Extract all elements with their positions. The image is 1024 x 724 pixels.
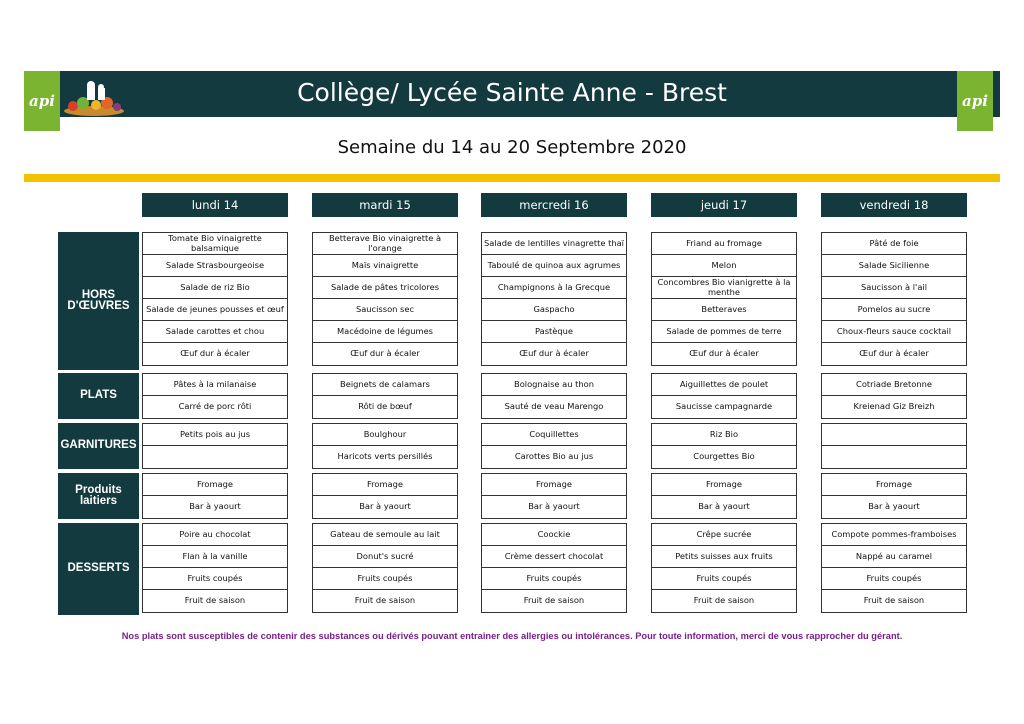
menu-cell: Œuf dur à écaler: [859, 348, 929, 359]
garnitures-group: [312, 423, 458, 469]
menu-cell: Fruit de saison: [863, 595, 925, 606]
menu-cell: Betteraves: [652, 299, 796, 321]
api-logo-right: api: [957, 71, 993, 131]
menu-cell: Bar à yaourt: [189, 501, 241, 512]
menu-cell: Tomate Bio vinaigrette balsamique: [143, 233, 287, 255]
menu-cell: Fromage: [822, 474, 966, 496]
day-header-wednesday: mercredi 16: [481, 193, 627, 217]
menu-cell: Œuf dur à écaler: [180, 348, 250, 359]
menu-cell: Carré de porc rôti: [178, 401, 252, 412]
laitiers-group: [481, 473, 627, 519]
menu-cell: Fromage: [143, 474, 287, 496]
category-plats: PLATS: [58, 373, 139, 419]
menu-cell: Pomelos au sucre: [822, 299, 966, 321]
day-header-friday: vendredi 18: [821, 193, 967, 217]
menu-cell: Fromage: [313, 474, 457, 496]
menu-cell: Fruits coupés: [822, 568, 966, 590]
category-produits-laitiers: Produits laitiers: [58, 473, 139, 519]
menu-cell: Fruit de saison: [523, 595, 585, 606]
menu-cell: Coquillettes: [482, 424, 626, 446]
desserts-group: [312, 523, 458, 613]
menu-cell: Choux-fleurs sauce cocktail: [822, 321, 966, 343]
category-hors-doeuvres: HORS D'ŒUVRES: [58, 232, 139, 370]
menu-cell: Fruits coupés: [143, 568, 287, 590]
menu-cell: Saucisson sec: [313, 299, 457, 321]
menu-cell: Fruits coupés: [482, 568, 626, 590]
menu-cell: Bar à yaourt: [698, 501, 750, 512]
day-header-monday: lundi 14: [142, 193, 288, 217]
menu-cell: Fromage: [482, 474, 626, 496]
menu-cell: Cotriade Bretonne: [822, 374, 966, 396]
menu-cell: Pâté de foie: [822, 233, 966, 255]
menu-cell: Pâtes à la milanaise: [143, 374, 287, 396]
menu-cell: Saucisse campagnarde: [675, 401, 773, 412]
day-header-thursday: jeudi 17: [651, 193, 797, 217]
menu-cell: Crêpe sucrée: [652, 524, 796, 546]
menu-cell: Salade de pommes de terre: [652, 321, 796, 343]
menu-cell: Carottes Bio au jus: [514, 451, 594, 462]
menu-cell: Fruits coupés: [652, 568, 796, 590]
menu-cell: Fruit de saison: [184, 595, 246, 606]
menu-cell: Fromage: [652, 474, 796, 496]
menu-cell: Sauté de veau Marengo: [504, 401, 604, 412]
menu-cell: Salade Sicilienne: [822, 255, 966, 277]
menu-cell: Kreienad Giz Breizh: [853, 401, 935, 412]
api-logo-left: api: [24, 71, 60, 131]
week-subtitle: Semaine du 14 au 20 Septembre 2020: [337, 137, 687, 158]
category-garnitures: GARNITURES: [58, 423, 139, 469]
menu-cell: Riz Bio: [652, 424, 796, 446]
hors-doeuvres-group: [312, 232, 458, 366]
menu-cell: Petits pois au jus: [143, 424, 287, 446]
menu-cell: Salade carottes et chou: [143, 321, 287, 343]
menu-cell: [822, 424, 966, 446]
plats-group: [481, 373, 627, 419]
page-title: Collège/ Lycée Sainte Anne - Brest: [297, 78, 727, 107]
garnitures-group: [821, 423, 967, 469]
laitiers-group: [821, 473, 967, 519]
menu-cell: Crème dessert chocolat: [482, 546, 626, 568]
menu-cell: Œuf dur à écaler: [519, 348, 589, 359]
desserts-group: [142, 523, 288, 613]
menu-cell: Fruits coupés: [313, 568, 457, 590]
menu-cell: Friand au fromage: [652, 233, 796, 255]
menu-cell: Aiguillettes de poulet: [652, 374, 796, 396]
desserts-group: [651, 523, 797, 613]
plats-group: [821, 373, 967, 419]
menu-cell: Rôti de bœuf: [358, 401, 412, 412]
menu-cell: Fruit de saison: [354, 595, 416, 606]
menu-cell: Fruit de saison: [693, 595, 755, 606]
plats-group: [312, 373, 458, 419]
chef-food-illustration: [63, 78, 125, 116]
laitiers-group: [312, 473, 458, 519]
menu-cell: Bolognaise au thon: [482, 374, 626, 396]
menu-cell: Bar à yaourt: [868, 501, 920, 512]
menu-cell: Concombres Bio vianigrette à la menthe: [652, 277, 796, 299]
menu-cell: Donut's sucré: [313, 546, 457, 568]
plats-group: [651, 373, 797, 419]
menu-cell: Bar à yaourt: [528, 501, 580, 512]
menu-cell: Œuf dur à écaler: [350, 348, 420, 359]
menu-cell: Champignons à la Grecque: [482, 277, 626, 299]
menu-cell: Melon: [652, 255, 796, 277]
garnitures-group: [142, 423, 288, 469]
laitiers-group: [142, 473, 288, 519]
category-desserts: DESSERTS: [58, 523, 139, 615]
menu-cell: Compote pommes-framboises: [822, 524, 966, 546]
menu-cell: Œuf dur à écaler: [689, 348, 759, 359]
allergy-notice: Nos plats sont susceptibles de contenir des substances ou dérivés pouvant entrainer des allergies ou intolérances. Pour toute information, merci de vous rapprocher du gérant.: [121, 631, 903, 641]
hors-doeuvres-group: [481, 232, 627, 366]
menu-cell: Macédoine de légumes: [313, 321, 457, 343]
plats-group: [142, 373, 288, 419]
menu-cell: Coockie: [482, 524, 626, 546]
menu-cell: Courgettes Bio: [693, 451, 755, 462]
menu-cell: Beignets de calamars: [313, 374, 457, 396]
menu-cell: [822, 446, 966, 468]
hors-doeuvres-group: [651, 232, 797, 366]
menu-cell: Gaspacho: [482, 299, 626, 321]
desserts-group: [481, 523, 627, 613]
menu-cell: Gateau de semoule au lait: [313, 524, 457, 546]
menu-cell: Saucisson à l'ail: [822, 277, 966, 299]
menu-cell: Petits suisses aux fruits: [652, 546, 796, 568]
menu-cell: Salade de jeunes pousses et œuf: [143, 299, 287, 321]
menu-cell: Maïs vinaigrette: [313, 255, 457, 277]
title-banner: [24, 71, 1000, 117]
accent-divider: [24, 174, 1000, 182]
menu-cell: Betterave Bio vinaigrette à l'orange: [313, 233, 457, 255]
menu-cell: Poire au chocolat: [143, 524, 287, 546]
menu-cell: Haricots verts persillés: [337, 451, 433, 462]
hors-doeuvres-group: [142, 232, 288, 366]
hors-doeuvres-group: [821, 232, 967, 366]
menu-cell: Boulghour: [313, 424, 457, 446]
menu-cell: [143, 446, 287, 468]
desserts-group: [821, 523, 967, 613]
menu-cell: Nappé au caramel: [822, 546, 966, 568]
menu-cell: Salade Strasbourgeoise: [143, 255, 287, 277]
menu-cell: Salade de pâtes tricolores: [313, 277, 457, 299]
garnitures-group: [481, 423, 627, 469]
menu-cell: Flan à la vanille: [143, 546, 287, 568]
menu-cell: Pastèque: [482, 321, 626, 343]
menu-cell: Taboulé de quinoa aux agrumes: [482, 255, 626, 277]
menu-cell: Salade de riz Bio: [143, 277, 287, 299]
garnitures-group: [651, 423, 797, 469]
menu-cell: Bar à yaourt: [359, 501, 411, 512]
day-header-tuesday: mardi 15: [312, 193, 458, 217]
laitiers-group: [651, 473, 797, 519]
menu-cell: Salade de lentilles vinagrette thaï: [482, 233, 626, 255]
